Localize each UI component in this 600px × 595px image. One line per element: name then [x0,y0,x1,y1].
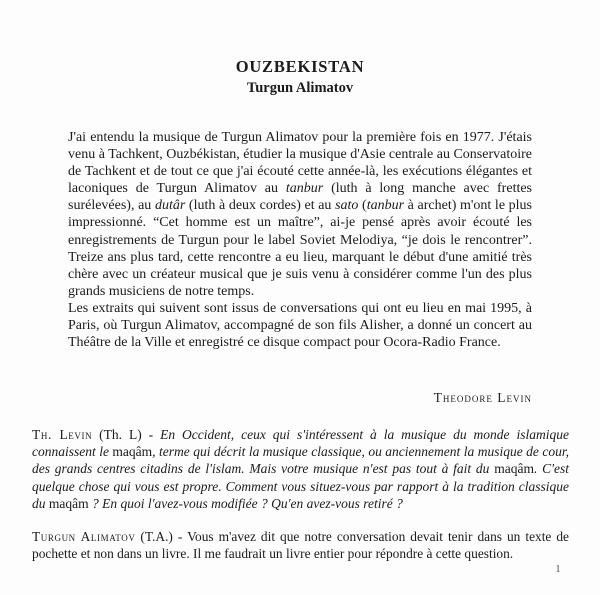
intro-paragraph-2: Les extraits qui suivent sont issus de conversations qui ont eu lieu en mai 1995, à Paris, où Turgun Alimatov, accompagné de son fils Alisher, a donné un concert au Théâtre de la Ville et enregistré ce disque compact pour Ocora-Radio France. [68,300,532,351]
author-signature: Theodore Levin [433,390,532,405]
interview-question-levin: Th. Levin (Th. L) - En Occident, ceux qui s'intéressent à la musique du monde islamique connaissent le maqâm, terme qui décrit la musique classique, ou anciennement la musique de cour, des grands centres citadins de l'islam. Mais votre musique n'est pas tout à fait du maqâm. C'est quelque chose qui vous est propre. Comment vous situez-vous par rapport à la tradition classique du maqâm ? En quoi l'avez-vous modifiée ? Qu'en avez-vous retiré ? [32,427,570,511]
title-block [0,57,600,97]
intro-text-block [68,129,532,351]
page-subtitle: Turgun Alimatov [246,80,354,96]
intro-paragraph-1: J'ai entendu la musique de Turgun Alimatov pour la première fois en 1977. J'étais venu à Tachkent, Ouzbékistan, étudier la musique d'Asie centrale au Conservatoire de Tachkent et de tout ce que j'ai écouté cette année-là, les exécutions élégantes et laconiques de Turgun Alimatov au tanbur (luth à long manche avec frettes surélevées), au dutâr (luth à deux cordes) et au sato (tanbur à archet) m'ont le plus impressionné. “Cet homme est un maître”, ai-je pensé après avoir écouté les enregistrements de Turgun pour le label Soviet Melodiya, “je dois le rencontrer”. Treize ans plus tard, cette rencontre a eu lieu, marquant le début d'une amitié très chère avec un créateur musical que je suis venu à considérer comme l'un des plus grands musiciens de notre temps. [68,130,533,299]
interview-answer-alimatov: Turgun Alimatov (T.A.) - Vous m'avez dit que notre conversation devait tenir dans un texte de pochette et non dans un livre. Il me faudrait un livre entier pour répondre à cette question. [32,529,569,562]
page-title: OUZBEKISTAN [235,57,365,76]
page-number: 1 [555,564,561,575]
